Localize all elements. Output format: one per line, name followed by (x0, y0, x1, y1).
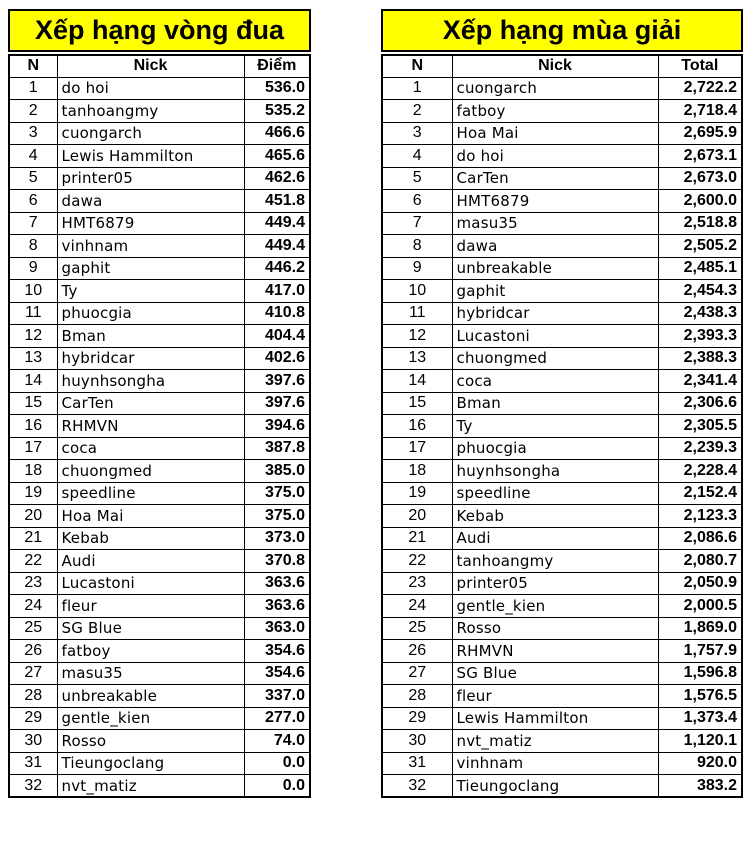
table-row (9, 752, 310, 775)
rank-cell: 13 (382, 347, 452, 370)
total-cell: 2,518.8 (658, 212, 742, 235)
rank-cell: 29 (382, 707, 452, 730)
table-row (382, 617, 742, 640)
table-row (9, 145, 310, 168)
rank-cell: 14 (9, 370, 57, 393)
rank-cell: 31 (9, 752, 57, 775)
table-row (9, 302, 310, 325)
nick-cell: nvt_matiz (452, 730, 658, 753)
nick-cell: Ty (57, 280, 244, 303)
total-cell: 2,673.0 (658, 167, 742, 190)
score-cell: 449.4 (244, 235, 310, 258)
rank-cell: 20 (382, 505, 452, 528)
total-cell: 383.2 (658, 775, 742, 798)
total-cell: 2,438.3 (658, 302, 742, 325)
nick-cell: RHMVN (57, 415, 244, 438)
score-cell: 337.0 (244, 685, 310, 708)
rank-cell: 7 (382, 212, 452, 235)
table-row (9, 347, 310, 370)
rank-cell: 20 (9, 505, 57, 528)
table-row (9, 707, 310, 730)
total-cell: 2,695.9 (658, 122, 742, 145)
nick-cell: gentle_kien (452, 595, 658, 618)
nick-cell: Lewis Hammilton (452, 707, 658, 730)
rank-cell: 15 (382, 392, 452, 415)
rank-cell: 8 (9, 235, 57, 258)
rank-cell: 17 (9, 437, 57, 460)
total-cell: 920.0 (658, 752, 742, 775)
rank-cell: 12 (9, 325, 57, 348)
nick-cell: masu35 (452, 212, 658, 235)
rank-cell: 18 (382, 460, 452, 483)
nick-cell: SG Blue (452, 662, 658, 685)
rank-cell: 11 (382, 302, 452, 325)
nick-cell: vinhnam (452, 752, 658, 775)
table-row (9, 730, 310, 753)
score-cell: 449.4 (244, 212, 310, 235)
nick-cell: fatboy (57, 640, 244, 663)
rank-cell: 28 (382, 685, 452, 708)
rank-cell: 27 (9, 662, 57, 685)
rank-cell: 4 (9, 145, 57, 168)
round-ranking-body (9, 77, 310, 797)
table-row (382, 437, 742, 460)
table-row (9, 100, 310, 123)
round-ranking-table (8, 54, 311, 798)
nick-cell: Ty (452, 415, 658, 438)
nick-cell: coca (452, 370, 658, 393)
rank-cell: 28 (9, 685, 57, 708)
nick-cell: cuongarch (452, 77, 658, 100)
table-row (382, 190, 742, 213)
total-cell: 2,718.4 (658, 100, 742, 123)
total-cell: 2,306.6 (658, 392, 742, 415)
table-row (9, 167, 310, 190)
column-header-nick: Nick (452, 55, 658, 77)
total-cell: 1,576.5 (658, 685, 742, 708)
nick-cell: dawa (452, 235, 658, 258)
column-header-total: Total (658, 55, 742, 77)
score-cell: 404.4 (244, 325, 310, 348)
nick-cell: huynhsongha (57, 370, 244, 393)
score-cell: 397.6 (244, 392, 310, 415)
rank-cell: 5 (9, 167, 57, 190)
nick-cell: Rosso (57, 730, 244, 753)
table-row (382, 505, 742, 528)
total-cell: 2,123.3 (658, 505, 742, 528)
table-row (382, 730, 742, 753)
nick-cell: SG Blue (57, 617, 244, 640)
rank-cell: 24 (382, 595, 452, 618)
total-cell: 1,757.9 (658, 640, 742, 663)
table-row (382, 370, 742, 393)
score-cell: 451.8 (244, 190, 310, 213)
score-cell: 277.0 (244, 707, 310, 730)
rank-cell: 21 (9, 527, 57, 550)
nick-cell: speedline (57, 482, 244, 505)
nick-cell: CarTen (57, 392, 244, 415)
nick-cell: hybridcar (452, 302, 658, 325)
table-row (382, 347, 742, 370)
round-ranking-panel (8, 9, 311, 798)
season-ranking-title: Xếp hạng mùa giải (381, 9, 743, 52)
score-cell: 465.6 (244, 145, 310, 168)
table-row (382, 662, 742, 685)
total-cell: 2,393.3 (658, 325, 742, 348)
score-cell: 354.6 (244, 640, 310, 663)
table-row (382, 167, 742, 190)
score-cell: 375.0 (244, 505, 310, 528)
nick-cell: Tieungoclang (57, 752, 244, 775)
table-row (382, 392, 742, 415)
score-cell: 363.6 (244, 572, 310, 595)
rank-cell: 9 (9, 257, 57, 280)
score-cell: 387.8 (244, 437, 310, 460)
rank-cell: 8 (382, 235, 452, 258)
nick-cell: do hoi (57, 77, 244, 100)
nick-cell: gaphit (57, 257, 244, 280)
total-cell: 1,120.1 (658, 730, 742, 753)
total-cell: 2,228.4 (658, 460, 742, 483)
score-cell: 375.0 (244, 482, 310, 505)
table-row (382, 415, 742, 438)
rank-cell: 15 (9, 392, 57, 415)
nick-cell: speedline (452, 482, 658, 505)
table-row (9, 122, 310, 145)
score-cell: 402.6 (244, 347, 310, 370)
rank-cell: 6 (9, 190, 57, 213)
score-cell: 363.0 (244, 617, 310, 640)
nick-cell: HMT6879 (57, 212, 244, 235)
nick-cell: phuocgia (452, 437, 658, 460)
table-row (9, 505, 310, 528)
total-cell: 2,673.1 (658, 145, 742, 168)
table-row (382, 122, 742, 145)
nick-cell: chuongmed (452, 347, 658, 370)
rank-cell: 1 (382, 77, 452, 100)
score-cell: 363.6 (244, 595, 310, 618)
rank-cell: 30 (382, 730, 452, 753)
nick-cell: vinhnam (57, 235, 244, 258)
table-row (382, 482, 742, 505)
rank-cell: 12 (382, 325, 452, 348)
table-row (9, 685, 310, 708)
rank-cell: 18 (9, 460, 57, 483)
column-header-nick: Nick (57, 55, 244, 77)
nick-cell: huynhsongha (452, 460, 658, 483)
table-row (9, 190, 310, 213)
table-row (9, 280, 310, 303)
score-cell: 74.0 (244, 730, 310, 753)
table-row (9, 617, 310, 640)
rank-cell: 25 (382, 617, 452, 640)
table-row (9, 640, 310, 663)
season-ranking-table (381, 54, 743, 798)
nick-cell: Bman (452, 392, 658, 415)
column-header-score: Điểm (244, 55, 310, 77)
nick-cell: printer05 (57, 167, 244, 190)
score-cell: 394.6 (244, 415, 310, 438)
rank-cell: 26 (9, 640, 57, 663)
score-cell: 0.0 (244, 752, 310, 775)
nick-cell: Lucastoni (57, 572, 244, 595)
score-cell: 397.6 (244, 370, 310, 393)
nick-cell: cuongarch (57, 122, 244, 145)
score-cell: 446.2 (244, 257, 310, 280)
nick-cell: masu35 (57, 662, 244, 685)
rank-cell: 13 (9, 347, 57, 370)
nick-cell: fleur (452, 685, 658, 708)
table-row (382, 257, 742, 280)
score-cell: 354.6 (244, 662, 310, 685)
nick-cell: Kebab (57, 527, 244, 550)
rank-cell: 9 (382, 257, 452, 280)
table-row (382, 302, 742, 325)
nick-cell: printer05 (452, 572, 658, 595)
rank-cell: 32 (9, 775, 57, 798)
table-row (382, 212, 742, 235)
table-header-row (9, 55, 310, 77)
season-ranking-body (382, 77, 742, 797)
nick-cell: gentle_kien (57, 707, 244, 730)
table-row (382, 100, 742, 123)
nick-cell: CarTen (452, 167, 658, 190)
column-header-n: N (9, 55, 57, 77)
score-cell: 385.0 (244, 460, 310, 483)
total-cell: 2,505.2 (658, 235, 742, 258)
total-cell: 1,373.4 (658, 707, 742, 730)
season-ranking-panel (381, 9, 743, 798)
nick-cell: unbreakable (452, 257, 658, 280)
total-cell: 2,239.3 (658, 437, 742, 460)
nick-cell: Hoa Mai (57, 505, 244, 528)
score-cell: 535.2 (244, 100, 310, 123)
rank-cell: 2 (9, 100, 57, 123)
total-cell: 2,086.6 (658, 527, 742, 550)
nick-cell: do hoi (452, 145, 658, 168)
rank-cell: 25 (9, 617, 57, 640)
nick-cell: Tieungoclang (452, 775, 658, 798)
score-cell: 373.0 (244, 527, 310, 550)
total-cell: 2,152.4 (658, 482, 742, 505)
nick-cell: RHMVN (452, 640, 658, 663)
table-row (382, 325, 742, 348)
total-cell: 2,080.7 (658, 550, 742, 573)
table-row (9, 550, 310, 573)
nick-cell: Audi (452, 527, 658, 550)
table-row (382, 775, 742, 798)
nick-cell: Lewis Hammilton (57, 145, 244, 168)
nick-cell: tanhoangmy (452, 550, 658, 573)
total-cell: 2,000.5 (658, 595, 742, 618)
rank-cell: 31 (382, 752, 452, 775)
rank-cell: 21 (382, 527, 452, 550)
rank-cell: 2 (382, 100, 452, 123)
nick-cell: gaphit (452, 280, 658, 303)
table-row (382, 550, 742, 573)
total-cell: 2,341.4 (658, 370, 742, 393)
table-row (9, 235, 310, 258)
table-row (9, 482, 310, 505)
nick-cell: fatboy (452, 100, 658, 123)
score-cell: 410.8 (244, 302, 310, 325)
nick-cell: Rosso (452, 617, 658, 640)
nick-cell: phuocgia (57, 302, 244, 325)
rank-cell: 6 (382, 190, 452, 213)
rank-cell: 10 (9, 280, 57, 303)
nick-cell: nvt_matiz (57, 775, 244, 798)
nick-cell: Audi (57, 550, 244, 573)
table-row (382, 640, 742, 663)
rank-cell: 3 (382, 122, 452, 145)
total-cell: 2,600.0 (658, 190, 742, 213)
column-header-n: N (382, 55, 452, 77)
score-cell: 466.6 (244, 122, 310, 145)
table-row (382, 572, 742, 595)
nick-cell: HMT6879 (452, 190, 658, 213)
table-row (9, 257, 310, 280)
rank-cell: 17 (382, 437, 452, 460)
table-row (9, 527, 310, 550)
rank-cell: 23 (9, 572, 57, 595)
nick-cell: coca (57, 437, 244, 460)
rank-cell: 4 (382, 145, 452, 168)
score-cell: 536.0 (244, 77, 310, 100)
rank-cell: 1 (9, 77, 57, 100)
rank-cell: 27 (382, 662, 452, 685)
total-cell: 2,305.5 (658, 415, 742, 438)
table-row (9, 775, 310, 798)
total-cell: 2,454.3 (658, 280, 742, 303)
rank-cell: 24 (9, 595, 57, 618)
score-cell: 0.0 (244, 775, 310, 798)
rank-cell: 29 (9, 707, 57, 730)
total-cell: 2,722.2 (658, 77, 742, 100)
score-cell: 417.0 (244, 280, 310, 303)
nick-cell: dawa (57, 190, 244, 213)
round-ranking-title: Xếp hạng vòng đua (8, 9, 311, 52)
total-cell: 2,050.9 (658, 572, 742, 595)
rank-cell: 19 (382, 482, 452, 505)
rank-cell: 22 (9, 550, 57, 573)
nick-cell: Kebab (452, 505, 658, 528)
rank-cell: 26 (382, 640, 452, 663)
rank-cell: 14 (382, 370, 452, 393)
total-cell: 2,388.3 (658, 347, 742, 370)
rank-cell: 23 (382, 572, 452, 595)
table-row (382, 685, 742, 708)
rank-cell: 3 (9, 122, 57, 145)
table-row (382, 280, 742, 303)
table-row (9, 212, 310, 235)
nick-cell: Bman (57, 325, 244, 348)
total-cell: 1,869.0 (658, 617, 742, 640)
nick-cell: Hoa Mai (452, 122, 658, 145)
table-row (9, 325, 310, 348)
rank-cell: 16 (382, 415, 452, 438)
total-cell: 1,596.8 (658, 662, 742, 685)
score-cell: 462.6 (244, 167, 310, 190)
rank-cell: 30 (9, 730, 57, 753)
table-row (9, 595, 310, 618)
table-row (382, 460, 742, 483)
table-row (382, 77, 742, 100)
table-row (9, 392, 310, 415)
rank-cell: 10 (382, 280, 452, 303)
table-row (382, 145, 742, 168)
table-row (382, 595, 742, 618)
table-row (9, 415, 310, 438)
table-row (9, 370, 310, 393)
rank-cell: 22 (382, 550, 452, 573)
rank-cell: 7 (9, 212, 57, 235)
table-row (9, 77, 310, 100)
table-row (382, 527, 742, 550)
nick-cell: chuongmed (57, 460, 244, 483)
nick-cell: hybridcar (57, 347, 244, 370)
rank-cell: 11 (9, 302, 57, 325)
table-row (382, 752, 742, 775)
table-row (9, 572, 310, 595)
table-row (9, 460, 310, 483)
nick-cell: unbreakable (57, 685, 244, 708)
rank-cell: 5 (382, 167, 452, 190)
rank-cell: 32 (382, 775, 452, 798)
table-row (382, 235, 742, 258)
rank-cell: 19 (9, 482, 57, 505)
rank-cell: 16 (9, 415, 57, 438)
table-header-row (382, 55, 742, 77)
table-row (9, 437, 310, 460)
score-cell: 370.8 (244, 550, 310, 573)
nick-cell: tanhoangmy (57, 100, 244, 123)
nick-cell: Lucastoni (452, 325, 658, 348)
table-row (9, 662, 310, 685)
table-row (382, 707, 742, 730)
total-cell: 2,485.1 (658, 257, 742, 280)
nick-cell: fleur (57, 595, 244, 618)
